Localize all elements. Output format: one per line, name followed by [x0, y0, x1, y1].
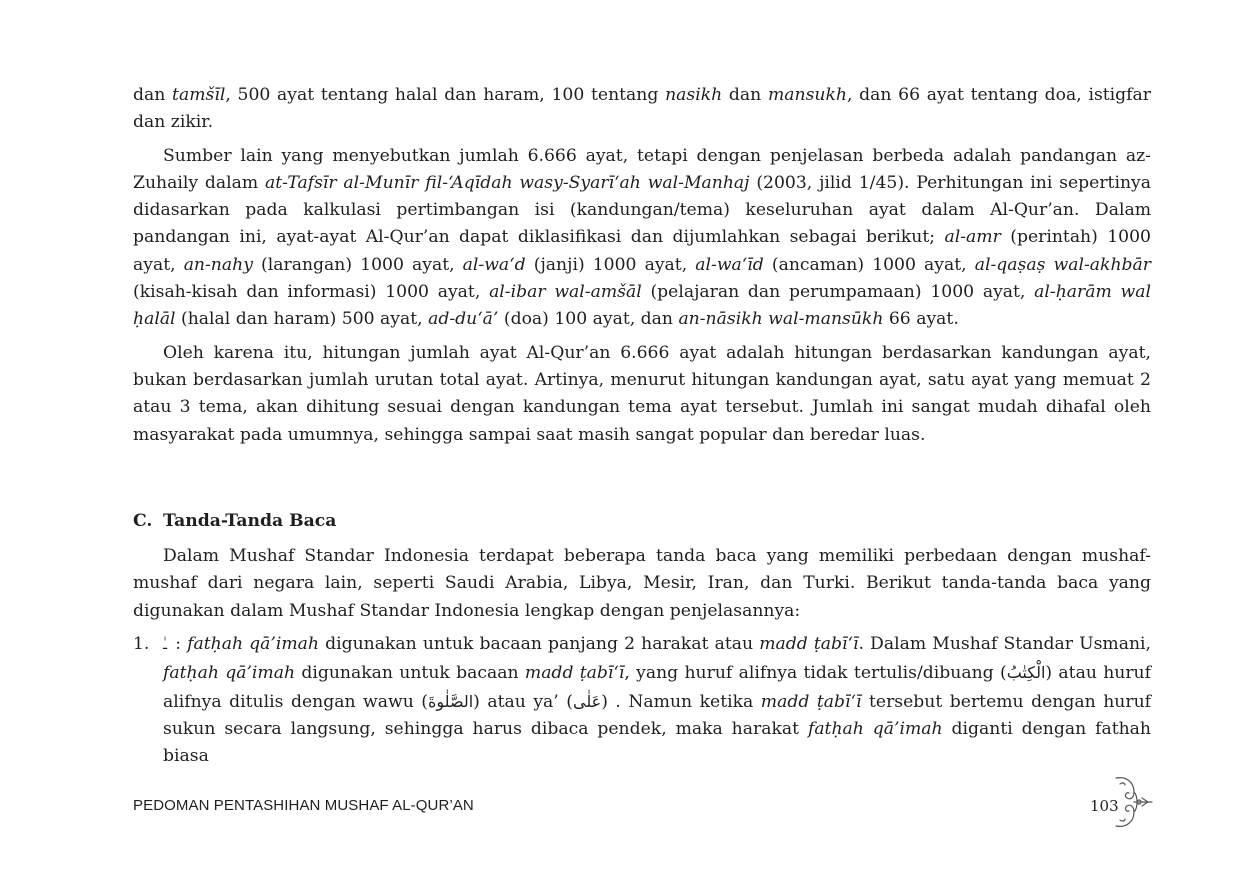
page-body — [133, 82, 1151, 771]
arabic-example-salat: الصَّلٰوةَ — [428, 691, 474, 711]
list-item-number: 1. — [133, 634, 150, 655]
section-title: Tanda-Tanda Baca — [163, 510, 337, 531]
paragraph-zuhaily: Sumber lain yang menyebutkan jumlah 6.666 ayat, tetapi dengan penjelasan berbeda adalah pandangan az-Zuhaily dalam at-Tafsīr al-Munīr fil-‘Aqīdah wasy-Syarī‘ah wal-Manhaj (2003, jilid 1/45). Perhitungan ini sepertinya didasarkan pada kalkulasi pertimbangan isi (kandungan/tema) keseluruhan ayat dalam Al-Qur’an. Dalam pandangan ini, ayat-ayat Al-Qur’an dapat diklasifikasi dan dijumlahkan sebagai berikut; al-amr (perintah) 1000 ayat, an-nahy (larangan) 1000 ayat, al-wa‘d (janji) 1000 ayat, al-wa‘īd (ancaman) 1000 ayat, al-qaṣaṣ wal-akhbār (kisah-kisah dan informasi) 1000 ayat, al-ibar wal-amšāl (pelajaran dan perumpamaan) 1000 ayat, al-ḥarām wal ḥalāl (halal dan haram) 500 ayat, ad-du‘ā’ (doa) 100 ayat, dan an-nāsikh wal-mansūkh 66 ayat. — [133, 145, 1151, 330]
running-footer-title: PEDOMAN PENTASHIHAN MUSHAF AL-QUR’AN — [133, 797, 474, 814]
paragraph-continuation: dan tamšīl, 500 ayat tentang halal dan haram, 100 tentang nasikh dan mansukh, dan 66 ayat tentang doa, istigfar dan zikir. — [133, 85, 1151, 133]
arabic-example-kitab: الْكِتٰبُ — [1006, 663, 1046, 683]
section-heading — [133, 508, 1151, 535]
paragraph-conclusion: Oleh karena itu, hitungan jumlah ayat Al-Qur’an 6.666 ayat adalah hitungan berdasarkan kandungan ayat, bukan berdasarkan jumlah urutan total ayat. Artinya, menurut hitungan kandungan ayat, satu ayat yang memuat 2 atau 3 tema, akan dihitung sesuai dengan kandungan tema ayat tersebut. Jumlah ini sangat mudah dihafal oleh masyarakat pada umumnya, sehingga sampai saat masih sangat popular dan beredar luas. — [133, 342, 1151, 445]
arabic-example-ala: عَلٰى — [573, 691, 602, 711]
reading-marks-list — [133, 631, 1151, 770]
section-number: C. — [133, 510, 153, 531]
page-ornament-icon — [1108, 772, 1158, 832]
list-item: 1. ـٰ : fatḥah qā’imah digunakan untuk bacaan panjang 2 harakat atau madd ṭabī‘ī. Dalam Mushaf Standar Usmani, fatḥah qā’imah digunakan untuk bacaan madd ṭabī‘ī, yang huruf alifnya tidak tertulis/dibuang (الْكِتٰبُ) atau huruf alifnya ditulis dengan wawu (الصَّلٰوةَ) atau ya’ (عَلٰى) . Namun ketika madd ṭabī‘ī tersebut bertemu dengan huruf sukun secara langsung, sehingga harus dibaca pendek, maka harakat fatḥah qā’imah diganti dengan fathah biasa — [133, 631, 1151, 770]
section-intro: Dalam Mushaf Standar Indonesia terdapat beberapa tanda baca yang memiliki perbedaan dengan mushaf-mushaf dari negara lain, seperti Saudi Arabia, Libya, Mesir, Iran, dan Turki. Berikut tanda-tanda baca yang digunakan dalam Mushaf Standar Indonesia lengkap dengan penjelasannya: — [133, 546, 1151, 621]
fathah-qaimah-mark: ـٰ — [163, 637, 168, 654]
page-number: 103 — [1090, 797, 1119, 815]
